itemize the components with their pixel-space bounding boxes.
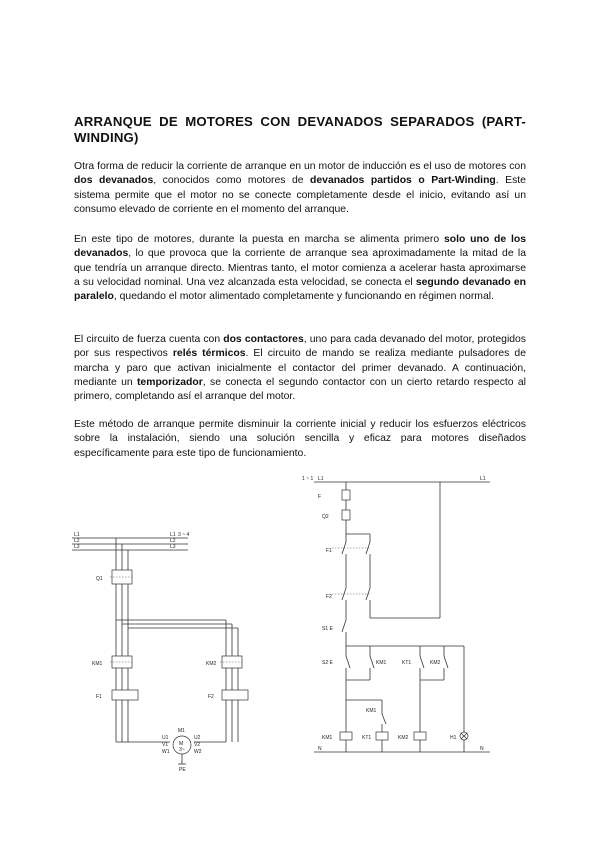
motor-symbol: M (179, 741, 184, 747)
text: , conocidos como motores de (153, 175, 311, 187)
line-label-l3-right: L3 (170, 544, 176, 550)
fuse-f-label: F (318, 494, 322, 500)
f2-thermal-relay (222, 690, 248, 700)
bold-text: devanados partidos o Part-Winding (310, 175, 496, 187)
f2-contact-label: F2 (326, 594, 332, 600)
bold-text: temporizador (136, 376, 203, 388)
text: El circuito de fuerza cuenta con (74, 334, 224, 345)
line-label-l1: L1 (74, 532, 80, 538)
control-n-left: N (318, 746, 322, 752)
km2-coil (414, 732, 426, 740)
km2-contact-label: KM2 (430, 660, 441, 666)
text: . Este sistema permite que el motor no se conecte completamente desde el inicio, evitando así un consumo elevado de corriente en el momento del arranque. (74, 175, 526, 215)
terminal-w1: W1 (162, 749, 170, 755)
motor-phase: 3~ (179, 747, 185, 753)
control-l1-left: L1 (318, 476, 324, 482)
kt1-coil (376, 732, 388, 740)
terminal-v2: V2 (194, 742, 201, 748)
bold-text: dos devanados (74, 175, 154, 187)
pe-label: PE (179, 767, 186, 773)
paragraph-1 (74, 160, 526, 217)
control-n-right: N (480, 746, 484, 752)
paragraph-3 (74, 333, 526, 404)
km1-contact-label: KM1 (376, 660, 387, 666)
supply-label: 3 ~ 4 (178, 532, 190, 538)
text: , quedando el motor alimentado completamente y funcionando en régimen normal. (113, 291, 494, 303)
h1-label: H1 (450, 735, 457, 741)
q2-label: Q2 (322, 514, 329, 520)
bold-text: dos contactores (223, 334, 304, 345)
q2-breaker (342, 510, 350, 520)
km1-coil-label: KM1 (322, 735, 333, 741)
control-supply-label: 1 ~ 1 (302, 476, 314, 482)
text: . El circuito de mando se realiza mediante pulsadores de marcha y paro que activan inicialmente el contactor del primer devanado. A continuación, mediante un (74, 348, 526, 388)
motor-label: M1 (178, 728, 185, 734)
f1-contact-label: F1 (326, 548, 332, 554)
f1-label: F1 (96, 694, 102, 700)
paragraph-4 (74, 418, 526, 461)
terminal-u2: U2 (194, 735, 201, 741)
terminal-u1: U1 (162, 735, 169, 741)
km1-aux-label: KM1 (366, 708, 377, 714)
line-label-l3: L3 (74, 544, 80, 550)
kt1-contact-label: KT1 (402, 660, 412, 666)
wiring-diagram (70, 470, 528, 776)
terminal-w2: W2 (194, 749, 202, 755)
text: En este tipo de motores, durante la puesta en marcha se alimenta primero (74, 234, 444, 245)
q1-label: Q1 (96, 576, 103, 582)
bold-text: relés térmicos (172, 348, 246, 360)
f2-label: F2 (208, 694, 214, 700)
km1-coil (340, 732, 352, 740)
line-label-l2-right: L2 (170, 538, 176, 544)
page-title: ARRANQUE DE MOTORES CON DEVANADOS SEPARADOS (PART-WINDING) (74, 114, 526, 145)
terminal-v1: V1 (162, 742, 169, 748)
f1-thermal-relay (112, 690, 138, 700)
text: , se conecta el segundo contactor con un cierto retardo respecto al primero, completando así el arranque del motor. (74, 376, 526, 403)
km2-label: KM2 (206, 661, 217, 667)
text: Este método de arranque permite disminuir la corriente inicial y reducir los esfuerzos eléctricos sobre la instalación, siendo una solución sencilla y eficaz para motores diseñados específicamente para este tipo de funcionamiento. (74, 419, 526, 459)
km2-coil-label: KM2 (398, 735, 409, 741)
line-label-l2: L2 (74, 538, 80, 544)
text: , uno para cada devanado del motor, protegidos por sus respectivos (74, 334, 527, 360)
paragraph-2 (74, 233, 526, 304)
fuse-f (342, 490, 350, 500)
kt1-coil-label: KT1 (362, 735, 372, 741)
bold-text: segundo devanado en paralelo (74, 276, 526, 303)
km1-label: KM1 (92, 661, 103, 667)
text: , lo que provoca que la corriente de arranque sea aproximadamente la mitad de la que tendría un arranque directo. Mientras tanto, el motor comienza a acelerar hasta aproximarse a su velocidad nominal. Una vez alcanzada esta velocidad, se conecta el (74, 248, 526, 288)
s2-label: S2 E (322, 660, 333, 666)
text: Otra forma de reducir la corriente de arranque en un motor de inducción es el uso de motores con (74, 161, 526, 172)
control-circuit (302, 476, 490, 752)
line-label-l1-right: L1 (170, 532, 176, 538)
control-l1-right: L1 (480, 476, 486, 482)
s1-label: S1 E (322, 626, 333, 632)
power-circuit (72, 532, 248, 773)
bold-text: solo uno de los devanados (74, 234, 526, 260)
